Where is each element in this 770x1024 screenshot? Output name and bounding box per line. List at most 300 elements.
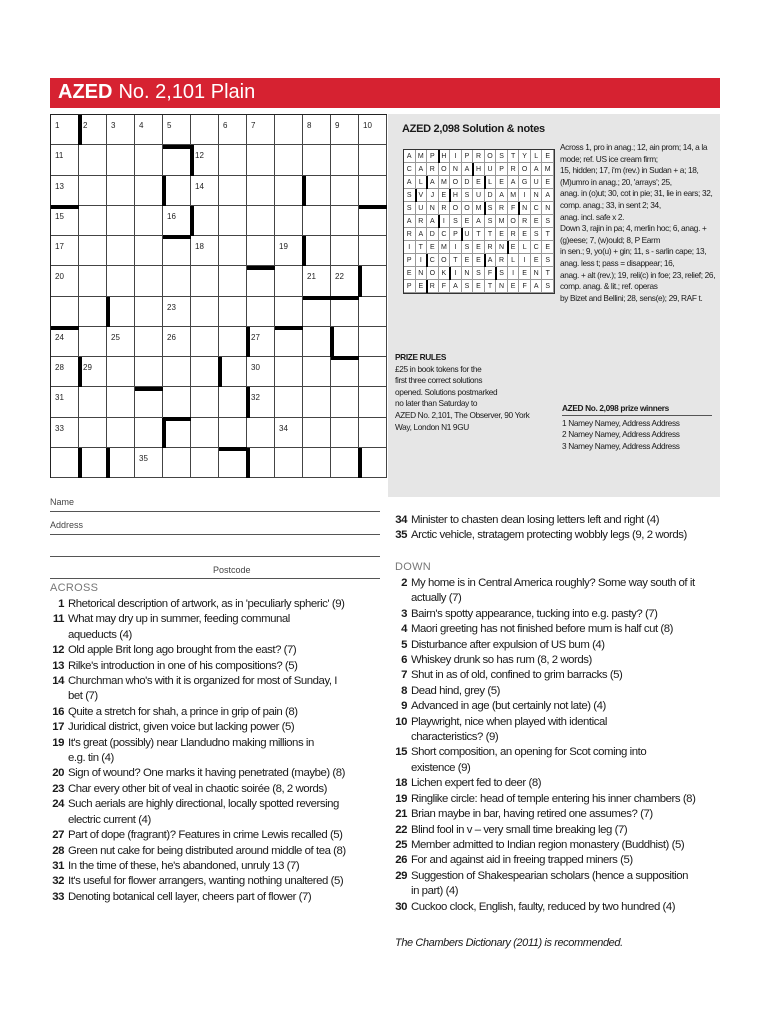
grid-cell[interactable] [163, 357, 191, 387]
grid-cell[interactable] [135, 145, 163, 175]
grid-cell[interactable] [331, 297, 359, 327]
solution-cell: N [531, 267, 543, 280]
solution-bar [438, 215, 440, 228]
grid-cell[interactable] [219, 297, 247, 327]
grid-cell[interactable] [163, 418, 191, 448]
grid-cell[interactable] [163, 266, 191, 296]
grid-bar [247, 266, 275, 270]
clue-text: My home is in Central America roughly? Some way south of it [411, 577, 695, 589]
solution-cell: O [485, 150, 497, 163]
solution-cell: F [485, 267, 497, 280]
grid-cell[interactable] [163, 206, 191, 236]
grid-cell[interactable] [303, 357, 331, 387]
solution-cell: E [404, 267, 416, 280]
grid-cell[interactable] [247, 357, 275, 387]
solution-cell: R [439, 202, 451, 215]
grid-cell[interactable] [331, 327, 359, 357]
grid-cell[interactable] [107, 206, 135, 236]
clue-text: It's useful for flower arrangers, wanting nothing unaltered (5) [68, 875, 344, 888]
clue-number: 16 [167, 211, 176, 221]
grid-cell[interactable] [135, 387, 163, 417]
grid-cell[interactable] [359, 206, 387, 236]
clue-text: Disturbance after expulsion of US bum (4) [411, 638, 605, 651]
text-line: by Bizet and Bellini; 28, sens(e); 29, RAF t. [560, 292, 703, 303]
grid-cell[interactable] [107, 448, 135, 478]
grid-bar [330, 327, 334, 357]
grid-cell[interactable] [135, 357, 163, 387]
grid-cell[interactable] [219, 115, 247, 145]
grid-cell[interactable] [303, 145, 331, 175]
grid-cell[interactable] [331, 448, 359, 478]
grid-cell[interactable] [331, 418, 359, 448]
grid-cell[interactable] [303, 266, 331, 296]
solution-cell: E [542, 241, 554, 254]
clue-number: 5 [167, 121, 172, 130]
solution-bar [484, 176, 486, 189]
solution-cell: S [496, 150, 508, 163]
grid-cell[interactable] [163, 448, 191, 478]
solution-cell: C [439, 228, 451, 241]
grid-cell[interactable] [303, 327, 331, 357]
solution-cell: N [462, 267, 474, 280]
clue-line [395, 653, 725, 668]
clue-number: 5 [401, 638, 407, 651]
grid-cell[interactable] [247, 327, 275, 357]
grid-cell[interactable] [51, 115, 79, 145]
solution-cell: A [462, 163, 474, 176]
grid-cell[interactable] [79, 176, 107, 206]
grid-cell[interactable] [191, 176, 219, 206]
grid-cell[interactable] [275, 176, 303, 206]
solution-cell: E [462, 215, 474, 228]
clue-number: 21 [307, 272, 316, 282]
grid-cell[interactable] [331, 176, 359, 206]
clue-number: 34 [395, 514, 407, 526]
grid-cell[interactable] [191, 206, 219, 236]
clue-number: 35 [395, 529, 407, 542]
solution-cell: S [531, 228, 543, 241]
text-line: £25 in book tokens for the [395, 363, 482, 374]
grid-cell[interactable] [275, 418, 303, 448]
solution-cell: E [519, 228, 531, 241]
solution-cell: M [496, 215, 508, 228]
grid-cell[interactable] [51, 176, 79, 206]
grid-cell[interactable] [303, 236, 331, 266]
clue-number: 26 [395, 854, 407, 867]
solution-cell: H [473, 163, 485, 176]
solution-cell: I [508, 267, 520, 280]
clue-number: 34 [279, 423, 288, 433]
grid-bar [106, 297, 110, 327]
solution-cell: E [519, 267, 531, 280]
grid-cell[interactable] [247, 145, 275, 175]
text-line: Down 3, rajin in pa; 4, merlin hoc; 6, anag. + (g)eese; 7, (w)ould; 8, P Earm [560, 223, 707, 245]
grid-cell[interactable] [79, 297, 107, 327]
grid-cell[interactable] [79, 387, 107, 417]
clue-number: 35 [139, 453, 148, 463]
grid-cell[interactable] [107, 297, 135, 327]
solution-cell: A [531, 163, 543, 176]
grid-cell[interactable] [303, 418, 331, 448]
clue-line [395, 607, 725, 622]
solution-cell: L [416, 176, 428, 189]
solution-cell: I [450, 267, 462, 280]
grid-cell[interactable] [51, 418, 79, 448]
solution-cell: C [404, 163, 416, 176]
grid-cell[interactable] [79, 448, 107, 478]
grid-cell[interactable] [303, 115, 331, 145]
solution-cell: T [485, 228, 497, 241]
grid-cell[interactable] [191, 266, 219, 296]
solution-cell: E [473, 280, 485, 293]
solution-grid [403, 149, 555, 294]
solution-cell: S [542, 254, 554, 267]
solution-cell: T [542, 267, 554, 280]
clue-number: 32 [251, 393, 260, 403]
clue-text: Such aerials are highly directional, locally spotted reversing [68, 798, 339, 811]
grid-cell[interactable] [135, 448, 163, 478]
grid-cell[interactable] [331, 236, 359, 266]
clue-line [395, 638, 725, 653]
grid-cell[interactable] [163, 176, 191, 206]
grid-cell[interactable] [191, 387, 219, 417]
grid-bar [78, 448, 82, 478]
grid-cell[interactable] [79, 266, 107, 296]
solution-cell: O [450, 176, 462, 189]
grid-cell[interactable] [219, 176, 247, 206]
solution-bar [507, 241, 509, 254]
across-clues-continued [395, 513, 725, 544]
grid-cell[interactable] [275, 327, 303, 357]
clue-line [50, 859, 386, 874]
text-line: anag. incl. safe x 2. [560, 211, 625, 222]
grid-cell[interactable] [359, 357, 387, 387]
clue-number: 1 [55, 121, 60, 130]
grid-cell[interactable] [79, 115, 107, 145]
grid-bar [51, 205, 79, 209]
grid-cell[interactable] [247, 115, 275, 145]
solution-cell: N [416, 267, 428, 280]
clue-line [50, 659, 386, 674]
postcode-label: Postcode [213, 565, 251, 575]
grid-cell[interactable] [303, 448, 331, 478]
grid-cell[interactable] [107, 418, 135, 448]
grid-cell[interactable] [303, 297, 331, 327]
grid-cell[interactable] [331, 387, 359, 417]
grid-cell[interactable] [163, 297, 191, 327]
grid-cell[interactable] [247, 387, 275, 417]
grid-cell[interactable] [107, 236, 135, 266]
solution-cell: U [462, 228, 474, 241]
solution-cell: N [496, 241, 508, 254]
grid-cell[interactable] [219, 448, 247, 478]
grid-cell[interactable] [219, 145, 247, 175]
solution-cell: S [485, 202, 497, 215]
solution-cell: F [519, 280, 531, 293]
text-line: Across 1, pro in anag.; 12, ain prom; 14, a la mode; ref. US ice cream firm; [560, 142, 708, 164]
grid-cell[interactable] [191, 115, 219, 145]
grid-cell[interactable] [51, 266, 79, 296]
clue-number: 8 [307, 121, 312, 130]
grid-cell[interactable] [191, 236, 219, 266]
solution-bar [426, 280, 428, 293]
solution-cell: H [450, 189, 462, 202]
prize-rules [395, 352, 555, 433]
solution-cell: M [508, 189, 520, 202]
grid-bar [162, 176, 166, 206]
grid-cell[interactable] [359, 387, 387, 417]
clue-text: Old apple Brit long ago brought from the east? (7) [68, 644, 297, 657]
grid-cell[interactable] [247, 176, 275, 206]
grid-cell[interactable] [79, 206, 107, 236]
clue-line [395, 745, 725, 760]
grid-cell[interactable] [275, 387, 303, 417]
solution-cell: L [508, 254, 520, 267]
clue-line [395, 900, 725, 915]
grid-cell[interactable] [359, 145, 387, 175]
grid-cell[interactable] [135, 327, 163, 357]
grid-cell[interactable] [51, 145, 79, 175]
grid-cell[interactable] [275, 236, 303, 266]
clue-number: 19 [52, 736, 64, 749]
clue-number: 29 [83, 363, 92, 372]
clue-number: 11 [52, 613, 64, 626]
solution-cell: S [404, 189, 416, 202]
grid-cell[interactable] [163, 327, 191, 357]
grid-cell[interactable] [163, 115, 191, 145]
solution-cell: U [416, 202, 428, 215]
clue-number: 33 [55, 423, 64, 433]
text-line: Way, London N1 9GU [395, 421, 469, 432]
grid-cell[interactable] [359, 115, 387, 145]
grid-cell[interactable] [51, 206, 79, 236]
grid-cell[interactable] [107, 145, 135, 175]
clue-text: actually (7) [411, 592, 462, 605]
solution-bar [438, 150, 440, 163]
clue-text: characteristics? (9) [411, 731, 499, 744]
grid-cell[interactable] [191, 327, 219, 357]
grid-cell[interactable] [107, 357, 135, 387]
clue-text: Quite a stretch for shah, a prince in grip of pain (8) [68, 705, 298, 718]
grid-cell[interactable] [359, 266, 387, 296]
grid-cell[interactable] [275, 448, 303, 478]
text-line: 1 Namey Namey, Address Address [562, 417, 680, 428]
grid-cell[interactable] [79, 236, 107, 266]
grid-cell[interactable] [331, 357, 359, 387]
clue-line [395, 591, 725, 606]
grid-cell[interactable] [219, 266, 247, 296]
grid-cell[interactable] [275, 145, 303, 175]
grid-cell[interactable] [247, 297, 275, 327]
grid-cell[interactable] [191, 418, 219, 448]
grid-cell[interactable] [331, 206, 359, 236]
solution-cell: E [462, 254, 474, 267]
solution-cell: L [485, 176, 497, 189]
grid-cell[interactable] [79, 145, 107, 175]
grid-cell[interactable] [163, 387, 191, 417]
grid-cell[interactable] [107, 266, 135, 296]
grid-cell[interactable] [135, 115, 163, 145]
grid-cell[interactable] [219, 357, 247, 387]
grid-cell[interactable] [219, 236, 247, 266]
clue-text: It's great (possibly) near Llandudno making millions in [68, 736, 314, 749]
solution-cell: O [439, 254, 451, 267]
grid-bar [106, 448, 110, 478]
clue-text: bet (7) [68, 690, 98, 703]
clue-number: 24 [55, 332, 64, 342]
solution-bar [449, 189, 451, 202]
dictionary-footnote: The Chambers Dictionary (2011) is recommended. [395, 937, 623, 949]
grid-cell[interactable] [247, 236, 275, 266]
prize-rules-heading: PRIZE RULES [395, 352, 447, 362]
clue-text: Lichen expert fed to deer (8) [411, 777, 542, 790]
grid-cell[interactable] [51, 357, 79, 387]
grid-cell[interactable] [135, 418, 163, 448]
postcode-field[interactable] [50, 578, 380, 579]
grid-cell[interactable] [219, 387, 247, 417]
solution-cell: S [462, 280, 474, 293]
grid-cell[interactable] [135, 266, 163, 296]
solution-cell: A [416, 228, 428, 241]
grid-cell[interactable] [135, 297, 163, 327]
grid-cell[interactable] [331, 145, 359, 175]
clue-number: 31 [52, 859, 64, 872]
clue-number: 4 [401, 623, 407, 636]
grid-cell[interactable] [135, 176, 163, 206]
grid-cell[interactable] [247, 206, 275, 236]
solution-cell: T [508, 150, 520, 163]
grid-cell[interactable] [79, 327, 107, 357]
grid-cell[interactable] [275, 266, 303, 296]
clue-text: Dead hind, grey (5) [411, 684, 500, 697]
grid-cell[interactable] [359, 418, 387, 448]
solution-cell: D [485, 189, 497, 202]
solution-cell: E [531, 215, 543, 228]
grid-cell[interactable] [359, 297, 387, 327]
grid-cell[interactable] [331, 115, 359, 145]
clue-line [50, 844, 386, 859]
grid-bar [302, 176, 306, 206]
grid-cell[interactable] [247, 266, 275, 296]
grid-cell[interactable] [247, 448, 275, 478]
grid-cell[interactable] [107, 387, 135, 417]
grid-cell[interactable] [303, 176, 331, 206]
grid-cell[interactable] [107, 115, 135, 145]
solution-cell: A [404, 176, 416, 189]
grid-bar [358, 266, 362, 296]
name-field[interactable] [50, 511, 380, 512]
grid-cell[interactable] [191, 448, 219, 478]
text-line: first three correct solutions [395, 375, 483, 386]
clue-text: Shut in as of old, confined to grim barracks (5) [411, 669, 623, 682]
grid-cell[interactable] [79, 418, 107, 448]
grid-cell[interactable] [275, 115, 303, 145]
clue-number: 18 [395, 777, 407, 790]
grid-cell[interactable] [51, 387, 79, 417]
grid-cell[interactable] [163, 236, 191, 266]
prize-winners [562, 403, 712, 452]
solution-cell: A [508, 176, 520, 189]
solution-cell: E [473, 254, 485, 267]
solution-notes [560, 142, 718, 304]
grid-cell[interactable] [219, 418, 247, 448]
grid-cell[interactable] [51, 448, 79, 478]
grid-cell[interactable] [163, 145, 191, 175]
grid-cell[interactable] [359, 236, 387, 266]
clue-number: 13 [55, 181, 64, 191]
grid-cell[interactable] [359, 448, 387, 478]
grid-cell[interactable] [51, 297, 79, 327]
grid-cell[interactable] [219, 206, 247, 236]
solution-cell: I [450, 150, 462, 163]
clue-line [395, 884, 725, 899]
solution-cell: R [519, 215, 531, 228]
grid-cell[interactable] [247, 418, 275, 448]
clue-text: Minister to chasten dean losing letters left and right (4) [411, 514, 660, 526]
address-field-line2[interactable] [50, 556, 380, 557]
grid-bar [275, 326, 303, 330]
solution-cell: P [496, 163, 508, 176]
solution-cell: A [531, 280, 543, 293]
grid-cell[interactable] [303, 387, 331, 417]
clue-text: existence (9) [411, 761, 471, 774]
solution-cell: I [439, 215, 451, 228]
clue-line [395, 823, 725, 838]
clue-text: What may dry up in summer, feeding communal [68, 613, 290, 626]
solution-bar [484, 254, 486, 267]
grid-cell[interactable] [107, 176, 135, 206]
grid-cell[interactable] [275, 206, 303, 236]
grid-cell[interactable] [359, 327, 387, 357]
grid-cell[interactable] [191, 145, 219, 175]
grid-bar [190, 145, 194, 175]
grid-cell[interactable] [51, 236, 79, 266]
grid-cell[interactable] [275, 357, 303, 387]
grid-bar [218, 357, 222, 387]
grid-cell[interactable] [219, 327, 247, 357]
grid-cell[interactable] [275, 297, 303, 327]
solution-cell: E [473, 241, 485, 254]
grid-cell[interactable] [107, 327, 135, 357]
solution-cell: E [508, 241, 520, 254]
grid-cell[interactable] [303, 206, 331, 236]
grid-cell[interactable] [51, 327, 79, 357]
grid-cell[interactable] [331, 266, 359, 296]
grid-cell[interactable] [191, 297, 219, 327]
grid-cell[interactable] [135, 236, 163, 266]
clue-line [395, 513, 725, 528]
grid-cell[interactable] [135, 206, 163, 236]
solution-bar [461, 228, 463, 241]
solution-cell: I [519, 189, 531, 202]
clue-text: Maori greeting has not finished before mum is half cut (8) [411, 623, 673, 636]
crossword-grid[interactable] [50, 114, 387, 478]
grid-cell[interactable] [359, 176, 387, 206]
solution-cell: O [450, 202, 462, 215]
clue-line [395, 715, 725, 730]
grid-cell[interactable] [79, 357, 107, 387]
solution-cell: A [485, 254, 497, 267]
clue-number: 19 [395, 792, 407, 805]
clue-text: Rilke's introduction in one of his compositions? (5) [68, 659, 298, 672]
address-field[interactable] [50, 534, 380, 535]
text-line: in sen.; 9, yo(u) + gin; 11, s - sarlin cape; 13, anag. less t; pass = disappear; 16, [560, 246, 707, 268]
solution-cell: D [462, 176, 474, 189]
clue-number: 24 [52, 798, 64, 811]
clue-text: Suggestion of Shakespearian scholars (hence a supposition [411, 869, 689, 882]
solution-cell: C [531, 241, 543, 254]
grid-cell[interactable] [191, 357, 219, 387]
